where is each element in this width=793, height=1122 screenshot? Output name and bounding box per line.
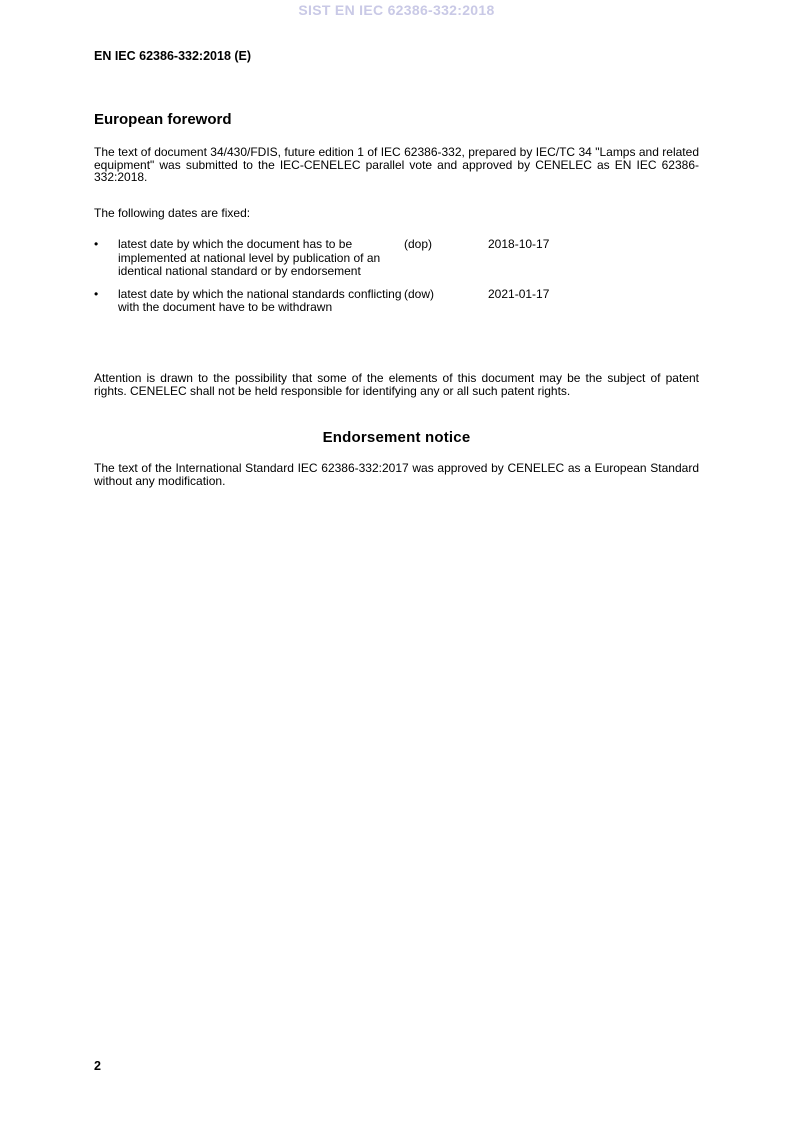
date-description: latest date by which the document has to be implemented at national level by publication of an identical national standard or by endorsement xyxy=(118,237,381,278)
list-item xyxy=(94,288,699,315)
page-number: 2 xyxy=(94,1059,101,1073)
date-code: (dow) xyxy=(404,286,435,301)
dates-list xyxy=(94,238,699,315)
list-item xyxy=(94,238,699,279)
watermark: SIST EN IEC 62386-332:2018 xyxy=(298,2,495,18)
bullet: • xyxy=(94,237,99,251)
endorsement-title: Endorsement notice xyxy=(322,429,471,446)
dates-intro: The following dates are fixed: xyxy=(94,206,251,220)
patent-notice: Attention is drawn to the possibility that some of the elements of this document may be the subject of patent rights. CENELEC shall not be held responsible for identifying any or all such patent rights. xyxy=(94,371,699,398)
bullet: • xyxy=(94,286,99,301)
foreword-title: European foreword xyxy=(94,111,232,128)
document-id: EN IEC 62386-332:2018 (E) xyxy=(94,49,252,63)
date-code: (dop) xyxy=(404,237,433,251)
foreword-intro: The text of document 34/430/FDIS, future edition 1 of IEC 62386-332, prepared by IEC/TC 34 "Lamps and related equipment" was submitted to the IEC-CENELEC parallel vote and approved by CENELEC as EN IEC 62386-332:2018. xyxy=(94,145,699,185)
date-description: latest date by which the national standards conflicting with the document have to be withdrawn xyxy=(118,286,402,314)
date-value: 2021-01-17 xyxy=(488,286,550,301)
date-value: 2018-10-17 xyxy=(488,237,550,251)
endorsement-text: The text of the International Standard IEC 62386-332:2017 was approved by CENELEC as a European Standard without any modification. xyxy=(94,461,699,488)
